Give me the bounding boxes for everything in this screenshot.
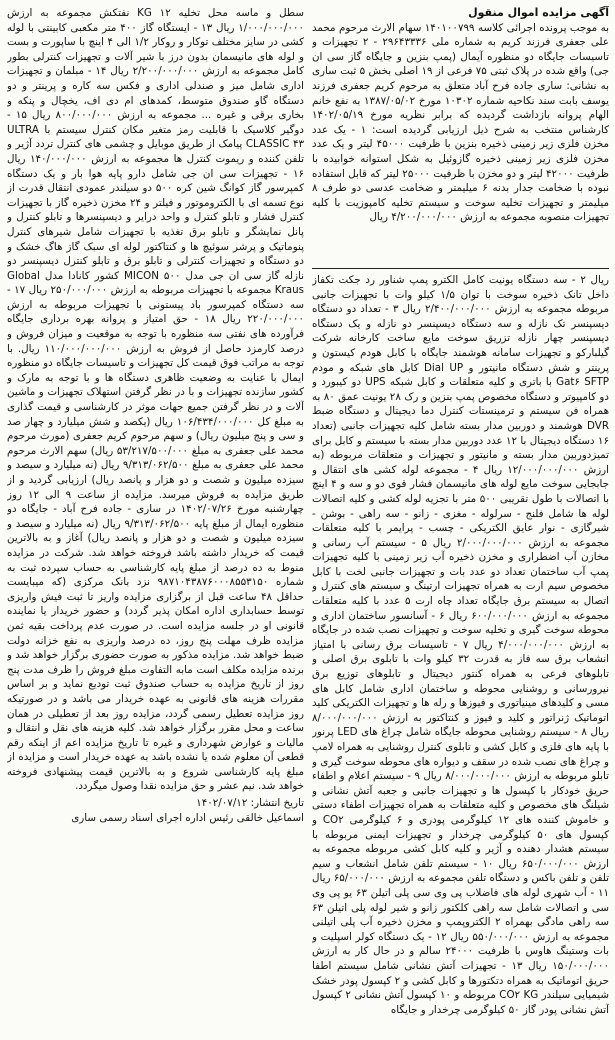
signature-block bbox=[7, 796, 304, 825]
left-column bbox=[7, 6, 304, 1036]
right-column bbox=[312, 6, 609, 1036]
left-column-body: سطل و ماسه محل تخلیه KG ۱۲ نفتکش مجموعه به ارزش ۱/۰۰۰/۰۰۰/۰۰۰ ریال ۱۳ - ایستگاه گاز ۴۰۰ متر مکعبی کابینتی با لوله کشی در سایز مختلف توکار و روکار ۱/۲ الی ۴ اینچ با ساپورت و بست و لوله های مانیسمان بدون درز با شیر آلات و تجهیزات کنترلی بطور کامل مجموعه به ارزش ۲/۲۰۰/۰۰۰/۰۰۰ ریال ۱۴ - مبلمان و تجهیزات اداری شامل میز و صندلی اداری و فکس سه کاره و پرینتر و دو دستگاه گاو صندوق متوسط، کمدهای ام دی اف، یخچال و پنکه و بخاری برقی و غیره ... مجموعه به ارزش ۸۰۰/۰۰۰/۰۰۰ ریال ۱۵ - دوگیر کلاسیک با قابلیت رمز متغیر مکان کنترل سیستم با ULTRA CLASSIC ۴۳ پیامک از طریق موبایل و چشمی های کنترل تردد آژیر و تلفن کننده و ریموت کنترل ها مجموعه به ارزش ۱۴۰/۰۰۰/۰۰۰ ریال ۱۶ - تجهیزات سی ان جی شامل دارو پایه هوا بار و یک دستگاه کمپرسور گاز کوانگ شین کره ۵۰۰ دو سیلندر عمودی انتقال قدرت از نوع تسمه ای با الکتروموتور و فیلتر و ۲۴ مخزن ذخیره گاز با تجهیزات کنترل فشار و تابلو کنترل و واحد درایر و دیسپنسرها و تابلو کنترل و پانل نمایشگر و تابلو برق تغذیه با تجهیزات شامل شیرهای کنترل پنوماتیک و پرشر سوئیچ ها و کنتاکتور لوله ای سبک گاز هاگ خشک و دو دستگاه و تجهیزات کنترلی و تابلو برق و تابلو کنترل دیسپنسر دو نازله گاز سی ان جی مدل MICON ۵۰۰ کشور کانادا مدل Global Kraus مجموعه با تجهیزات مربوطه به ارزش ۲۵۰/۰۰۰/۰۰۰ ریال ۱۷ - سه دستگاه کمپرسور باد پیستونی با تجهیزات مربوطه به ارزش ۲۲۰/۰۰۰/۰۰۰ ریال ۱۸ - حق امتیاز و پروانه بهره برداری جایگاه فرآورده های نفتی سه منظوره با توجه به موقعیت و میزان فروش و درصد کارمزد حاصل از فروش به ارزش ۱۱۰/۰۰۰/۰۰۰/۰۰۰ ریال. با توجه به مراتب فوق قیمت کل تجهیزات و تاسیسات جایگاه دو منظوره ایمال با عنایت به وضعیت ظاهری دستگاه ها و با توجه به مارک و کشور سازنده تجهیزات و با در نظر گرفتن استهلاک تجهیزات و ماشین آلات و در نظر گرفتن جمیع جهات موثر در کارشناسی و قیمت گذاری به مبلغ کل ۱۰۶/۴۳۴/۰۰۰/۰۰۰ ریال (یکصد و شش میلیارد و چهار صد و سی و پنج میلیون ریال) و سهم مرحوم کریم جعفری (مورث مرحوم محمد علی جعفری به مبلغ ۵۳/۲۱۷/۵۰۰/۰۰۰ ریال) سهم الارث مرحوم محمد علی جعفری به مبلغ ۹/۳۱۳/۰۶۲/۵۰۰ ریال (نه میلیارد و سیصد و سیزده میلیون و شصت و دو هزار و پانصد ریال) ارزیابی گردید و از طریق مزایده به فروش میرسد. مزایده از ساعت ۹ الی ۱۲ روز چهارشنبه مورخ ۱۴۰۲/۰۷/۲۶ در ساری - جاده فرح آباد - جایگاه دو منظوره ایمال از مبلغ پایه ۹/۳۱۳/۰۶۲/۵۰۰ ریال (نه میلیارد و سیصد و سیزده میلیون و شصت و دو هزار و پانصد ریال) آغاز و به بالاترین قیمت که خریدار داشته باشد فروخته خواهد شد. شرکت در مزایده منوط به ده درصد از مبلغ پایه کارشناسی به حساب سپرده ثبت به شماره ۹۸۷۱۰۴۳۸۷۶۰۰۰۸۵۵۳۱۵۰ نزد بانک مرکزی (که میبایست حداقل ۴۸ ساعت قبل از برگزاری مزایده واریز تا ثبت فیش واریزی توسط حسابداری اداره امکان پذیر گردد) و حضور خریدار یا نماینده قانونی او در جلسه مزایده است. در صورت عدم پرداخت بقیه ثمن مزایده ظرف مهلت پنج روز، ده درصد واریزی به نفع خزانه دولت ضبط خواهد شد. مزایده مذکور به صورت حضوری برگزار خواهد شد و برنده مزایده مکلف است مابه التفاوت مبلغ فروش را ظرف مدت پنج روز از تاریخ مزایده به حساب صندوق ثبت تودیع نماید و بر اساس مقررات هزینه های قانونی به عهده خریدار می باشد و در صورتیکه روز مزایده تعطیل رسمی گردد، مزایده روز بعد از تعطیلی در همان ساعت و محل مقرر برگزار خواهد شد. کلیه هزینه های نقل و انتقال و مالیات و عوارض شهرداری و غیره تا تاریخ مزایده اعم از اینکه رقم قطعی آن معلوم شده یا نشده باشد به عهده خریدار است و مزایده از مبلغ پایه کارشناسی شروع و به بالاترین قیمت پیشنهادی فروخته خواهد شد. نیم عشر و حق مزایده نقدا وصول میگردد. bbox=[7, 7, 304, 793]
notice-intro: به موجب پرونده اجرائی کلاسه ۱۴۰۱۰۰۷۹۹ سهام الارث مرحوم محمد علی جعفری فرزند کریم به شماره ملی ۲۹۶۴۳۳۳۶ - ۲ تجهیزات و تاسیسات جایگاه دو منظوره آیمال (پمپ بنزین و جایگاه گاز سی ان جی) واقع شده در پلاک ثبتی ۷۵ فرعی از ۱۹ اصلی بخش ۵ ثبت ساری به نشانی: ساری جاده فرح آباد متعلق به مرحوم کریم جعفری فرزند یوسف بابت سند نکاحیه شماره ۱۰۳۰۲ مورخ ۱۳۸۷/۰۵/۰۲ به نفع خانم الهام پروانه بازداشت گردیده که برابر نظریه مورخ ۱۴۰۲/۰۵/۱۹ کارشناس منتخب به شرح ذیل ارزیابی گردیده است: ۱ - یک عدد مخزن فلزی زیر زمینی ذخیره بنزین با ظرفیت ۴۵۰۰۰ لیتر و یک عدد مخزن فلزی زیر زمینی ذخیره گازوئیل به شکل استوانه خوابیده با ظرفیت ۴۲۰۰۰ لیتر و دو مخزن با ظرفیت ۲۵۰۰۰ لیتر که قابل استفاده نبوده با ضخامت جدار بدنه ۶ میلیمتر و ضخامت عدسی دو طرف ۸ میلیمتر و تجهیزات تخلیه سوخت و سیستم تخلیه کامپوزیت با کلیه تجهیزات منصوبه مجموعه به ارزش ۴/۲۰۰/۰۰۰/۰۰۰ ریال bbox=[312, 21, 609, 224]
notice-title: آگهی مزایده اموال منقول bbox=[468, 6, 609, 19]
publication-date: تاریخ انتشار: ۱۴۰۲/۰۷/۱۲ bbox=[196, 797, 304, 810]
notice-header-block bbox=[312, 6, 609, 264]
right-column-body: ریال ۲ - سه دستگاه یونیت کامل الکترو پمپ شناور رد جکت تکفاز داخل تانک ذخیره سوخت با توان ۱/۵ کیلو وات با تجهیزات جانبی مربوطه مجموعه به ارزش ۲/۴۰۰/۰۰۰/۰۰۰ ریال ۳ - تعداد دو دستگاه دیسپنسر تک نازله و سه دستگاه دیسپنسر دو نازله و یک دستگاه دیسپنسر چهار نازله تزریق سوخت مایع ساخت کارخانه شرکت گیلبارکو و تجهیزات سامانه هوشمند جایگاه با کابل هودم کیستون و پرینتر و شش دستگاه مانیتور و Dial UP کابل های شبکه و مودم Gat۶ SFTP با باتری و کلیه متعلقات و کابل شبکه UPS دو کیبورد و دو کامپیوتر و دستگاه مخصوص پمپ بنزین و رک ۲۸ یونیت عمق ۸۰ به همراه فن سیستم و ترمینستات کنترل دما دیجیتال و دستگاه ضبط DVR هوشمند و دوربین مدار بسته شامل کلیه تجهیزات جانبی (تعداد ۱۶ دستگاه دیجیتال با ۱۲ عدد دوربین مدار بسته با سیستم و کابل برای تمیزدوربین مدار بسته و مانیتور و تجهیزات و متعلقات مربوطه (به ارزش ۱۲/۰۰۰/۰۰۰/۰۰۰ ریال ۴ - مجموعه لوله کشی های انتقال و جابجایی سوخت مایع لوله های مانیسمان فشار قوی دو و سه و ۴ اینچ با اتصالات با طول تقریبی ۵۰۰ متر با تجزیه لوله کشی و کلیه اتصالات لوله ها شامل فلنج - سرلوله - مغزی - زانو - سه راهی - بوشن - شیرگازی - نوار عایق الکتریکی - چسب - پرایمر با کلیه متعلقات مجموعه به ارزش ۲/۰۰۰/۰۰۰/۰۰۰ ریال ۵ - سیستم آب رسانی و مخازن آب اضطراری و مخزن ذخیره آب زیر زمینی با کلیه تجهیزات پمپ آب ساختمان تعداد دو عدد بات و تجهیزات جانبی لخت با کابل مخصوص سیم ارت به همراه تجهیزات ارتینگ و سیستم های کنترل و اتصال به سیستم برق جایگاه تعداد چاه ارت ۵ عدد با کلیه متعلقات مجموعه به ارزش ۶۰۰/۰۰۰/۰۰۰ ریال ۶ - آسانسور ساختمان اداری و محوطه سوخت گیری و تخلیه سوخت و تجهیزات نصب شده در جایگاه به ارزش ۴/۰۰۰/۰۰۰/۰۰۰ ریال ۷ - تاسیسات برق رسانی با امتیاز انشعاب برق سه فاز به قدرت ۳۲ کیلو وات با تابلوی برق اصلی و تابلوهای فرعی به همراه کنتور دیجیتال و تابلوهای توزیع برق نیرورسانی و روشنایی محوطه و ساختمان اداری شامل کابل های مسی و کلیدهای مینیاتوری و فیوزها و رله ها و تجهیزات الکتریکی کلید اتوماتیک ژنراتور و کلید و فیوز و کنتاکتور به ارزش ۸/۰۰۰/۰۰۰/۰۰۰ ریال ۸ - سیستم روشنایی محوطه جایگاه شامل چراغ های LED پرنور با پایه های فلزی و کابل کشی و تابلوی کنترل روشنایی به همراه لامپ و چراغ های نصب شده در سقف و دیواره های محوطه سوخت گیری و تابلو مربوطه به ارزش ۸/۰۰۰/۰۰۰/۰۰۰ ریال ۹ - سیستم اعلام و اطفاء حریق خودکار با کپسول ها و تجهیزات جانبی و جعبه آتش نشانی و شیلنگ های مخصوص و کلیه متعلقات به همراه تجهیزات اطفاء دستی و خاموش کننده های ۱۲ کیلوگرمی پودری و ۶ کیلوگرمی CO۲ و کپسول های ۵۰ کیلوگرمی چرخدار و تجهیزات ایمنی مربوطه با سیستم هشدار دهنده و آژیر و کلیه کابل کشی مربوطه مجموعه به ارزش ۶۵۰/۰۰۰/۰۰۰ ریال ۱۰ - سیستم تلفن شامل انشعاب و سیم تلفن و تلفن باکس و دستگاه تلفن مجموعه به ارزش ۶۵/۰۰۰/۰۰۰ ریال ۱۱ - آب شهری لوله های فاضلاب پی وی سی پلی اتیلن ۶۳ یو پی وی سی و اتصالات شامل سه راهی کلکتور زانو و شیر لوله پلی اتیلن ۶۳ سه راهی مادگی بهمراه ۲ الکتروپمپ و مخزن ذخیره آب پلی اتیلنی مجموعه به ارزش ۵۵۰/۰۰۰/۰۰۰ ریال ۱۲ - یک دستگاه کولر اسپلیت و بات وستینگ هاوس با ظرفیت ۲۴۰۰۰ سالم و در حال کار به ارزش ۱۵۰/۰۰۰/۰۰۰ ریال ۱۳ - تجهیزات آتش نشانی شامل سیستم اطفا حریق اتوماتیک به همراه دتکتورها و کابل کشی و ۲ کپسول پودر خشک شیمیایی سیلندر CO۲ KG مربوطه و ۱۰ کپسول آتش نشانی ۲ کپسول آتش نشانی پودر گاز ۵۰ کیلوگرمی چرخدار و جایگاه bbox=[312, 274, 609, 1016]
signatory: اسماعیل خالقی رئیس اداره اجرای اسناد رسمی ساری bbox=[71, 811, 304, 824]
column-divider bbox=[312, 268, 609, 269]
